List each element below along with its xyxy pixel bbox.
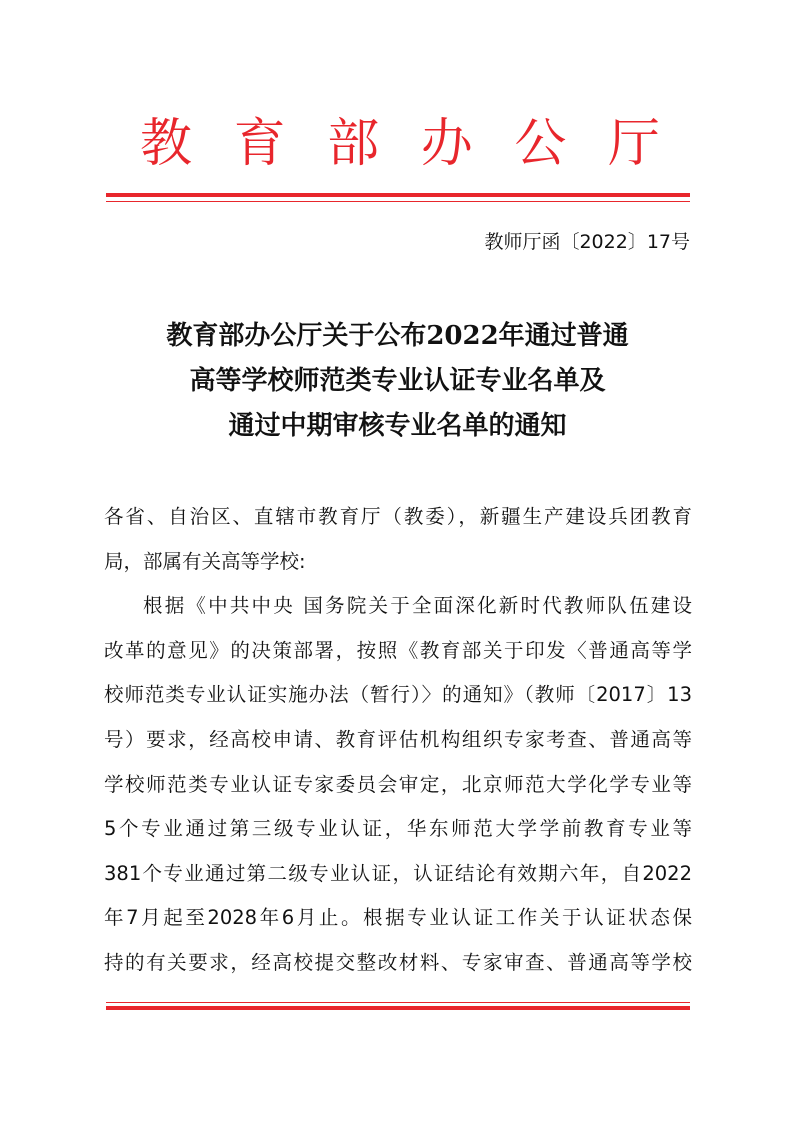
footer-thick-rule — [106, 1006, 690, 1010]
issuer-header — [140, 112, 660, 176]
issuer-char: 办 — [420, 114, 473, 174]
body-line: 381个专业通过第二级专业认证，认证结论有效期六年，自2022 — [104, 861, 692, 885]
body-line: 5个专业通过第三级专业认证，华东师范大学学前教育专业等 — [104, 817, 692, 841]
document-number: 教师厅函〔2022〕17号 — [484, 231, 690, 253]
footer-thin-rule — [106, 1002, 690, 1003]
header-thick-rule — [106, 193, 690, 197]
body-line: 号）要求，经高校申请、教育评估机构组织专家考查、普通高等 — [104, 727, 692, 751]
body-line: 改革的意见》的决策部署，按照《教育部关于印发〈普通高等学 — [104, 638, 692, 662]
issuer-char: 育 — [233, 114, 286, 174]
title-line: 通过中期审核专业名单的通知 — [228, 411, 567, 441]
document-body — [104, 501, 692, 992]
salutation-line: 局，部属有关高等学校: — [104, 549, 306, 573]
salutation-line: 各省、自治区、直辖市教育厅（教委），新疆生产建设兵团教育 — [104, 505, 692, 528]
issuer-char: 公 — [514, 114, 567, 174]
body-line: 学校师范类专业认证专家委员会审定，北京师范大学化学专业等 — [104, 772, 692, 796]
document-title — [0, 314, 795, 449]
issuer-char: 教 — [140, 114, 193, 174]
body-line: 持的有关要求，经高校提交整改材料、专家审查、普通高等学校 — [104, 950, 692, 974]
title-line: 高等学校师范类专业认证专业名单及 — [189, 366, 606, 396]
issuer-char: 厅 — [607, 114, 660, 174]
body-line: 年7月起至2028年6月止。根据专业认证工作关于认证状态保 — [104, 906, 692, 930]
header-thin-rule — [106, 201, 690, 202]
issuer-char: 部 — [327, 114, 380, 174]
body-line: 根据《中共中央 国务院关于全面深化新时代教师队伍建设 — [143, 594, 692, 618]
body-line: 校师范类专业认证实施办法（暂行）〉的通知》（教师〔2017〕13 — [104, 683, 692, 707]
title-line: 教育部办公厅关于公布2022年通过普通 — [166, 321, 629, 351]
